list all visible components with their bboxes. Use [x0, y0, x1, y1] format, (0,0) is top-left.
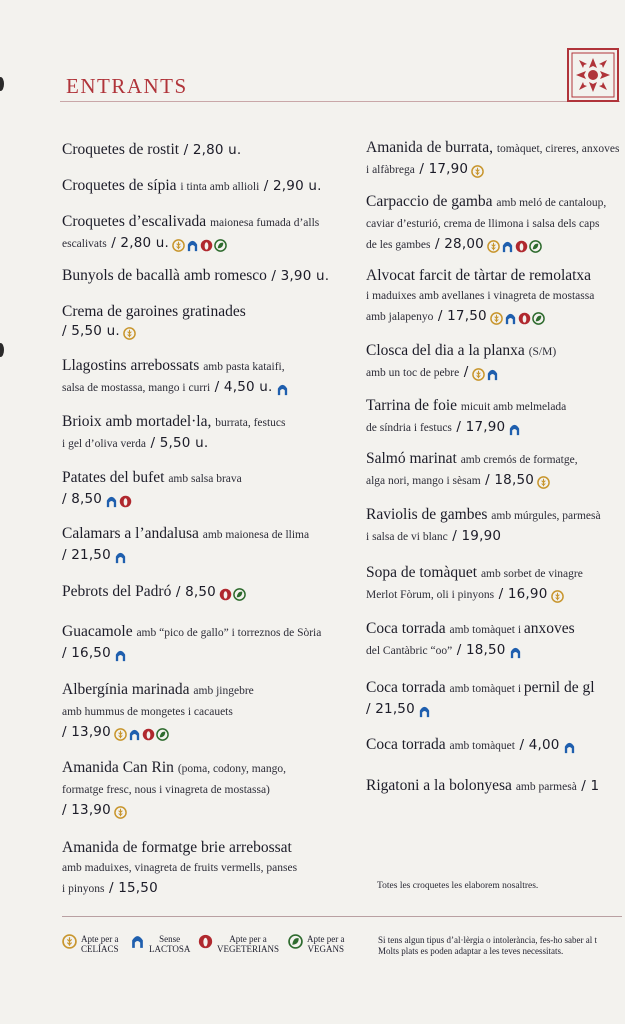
legend-label-line: Apte per a: [81, 934, 119, 944]
legend-label-line: Apte per a: [307, 934, 345, 944]
dish-description: amb hummus de mongetes i cacauets: [62, 706, 233, 718]
dish-description: alga nori, mango i sèsam: [366, 475, 481, 487]
lactose-free-icon: [128, 728, 141, 741]
gluten-free-icon: [123, 327, 136, 340]
dish-price: /: [459, 364, 469, 380]
allergen-icons: [219, 584, 247, 603]
allergen-icons: [509, 642, 523, 661]
dish-name: Bunyols de bacallà amb romesco: [62, 267, 267, 284]
binder-hole-mark: [0, 77, 4, 91]
menu-item-line: [366, 417, 625, 438]
vegetarian-icon: [198, 934, 213, 949]
menu-item: [366, 138, 625, 180]
legend-entry: [130, 934, 190, 954]
dish-price: / 13,90: [62, 724, 111, 740]
dish-description: i salsa de vi blanc: [366, 531, 448, 543]
allergen-icons: [472, 364, 500, 383]
croquetes-footnote: Totes les croquetes les elaborem nosaltres.: [377, 881, 539, 891]
dish-description: amb tomàquet: [449, 740, 515, 752]
vegan-icon: [529, 240, 542, 253]
menu-item-line: [62, 412, 352, 433]
legend-label-line: VEGETERIANS: [217, 944, 279, 954]
legend-label-line: LACTOSA: [149, 944, 191, 954]
menu-item-line: [62, 701, 352, 722]
legend-entry: [62, 934, 119, 954]
vegan-icon: [288, 934, 303, 949]
dish-price: / 2,80 u.: [179, 142, 242, 158]
menu-item: [366, 192, 625, 255]
allergy-note: [378, 935, 625, 957]
section-title: ENTRANTS: [66, 74, 188, 98]
restaurant-logo: [567, 48, 619, 102]
menu-item-line: [366, 341, 625, 362]
menu-item: [62, 622, 352, 664]
menu-item-line: [366, 776, 625, 797]
dish-description: amb jingebre: [193, 685, 254, 697]
dish-description: de síndria i festucs: [366, 422, 452, 434]
dish-name: Pebrots del Padró: [62, 583, 172, 600]
menu-item-line: [366, 266, 625, 285]
dish-price: / 19,90: [447, 528, 502, 544]
dish-name: Alvocat farcit de tàrtar de remolatxa: [366, 267, 592, 284]
menu-item-line: [366, 213, 625, 234]
dish-description: amb pasta kataifi,: [203, 361, 285, 373]
allergen-icons: [490, 308, 546, 327]
dish-price: / 18,50: [452, 642, 506, 658]
allergen-icons: [508, 419, 522, 438]
menu-item-line: [366, 470, 625, 491]
menu-item: [62, 356, 352, 398]
allergen-icons: [487, 236, 543, 255]
legend-label: [217, 934, 279, 954]
dish-description: i gel d’oliva verda: [62, 438, 146, 450]
menu-item-line: [62, 233, 352, 254]
dish-description: tomàquet, cireres, anxoves: [496, 143, 620, 155]
menu-item: [62, 302, 352, 342]
gluten-free-icon: [472, 368, 485, 381]
dish-price: / 16,90: [494, 586, 548, 602]
dish-name: Amanida de formatge brie arrebossat: [62, 839, 292, 856]
lactose-free-icon: [504, 312, 517, 325]
legend-label: [81, 934, 119, 954]
menu-item: [62, 468, 352, 510]
menu-item-line: [62, 545, 352, 566]
menu-item: [62, 758, 352, 821]
dish-description: formatge fresc, nous i vinagreta de mostassa): [62, 784, 270, 796]
dish-name: Raviolis de gambes: [366, 506, 492, 523]
menu-item-line: [366, 306, 625, 327]
dish-price: / 28,00: [430, 236, 484, 252]
legend-label-line: Apte per a: [229, 934, 267, 944]
menu-item-line: [62, 622, 352, 643]
menu-item-line: [62, 489, 352, 510]
dish-name: Calamars a l’andalusa: [62, 525, 203, 542]
dish-price: / 8,50: [171, 584, 216, 600]
allergen-icons: [471, 161, 485, 180]
allergen-icons: [537, 472, 551, 491]
dish-description: Merlot Fòrum, oli i pinyons: [366, 589, 495, 601]
menu-item-line: [62, 680, 352, 701]
dish-name: Croquetes d’escalivada: [62, 213, 211, 230]
lactose-free-icon: [501, 240, 514, 253]
menu-item-line: [366, 159, 625, 180]
menu-item-line: [366, 735, 625, 756]
dish-description: amb maionesa de llima: [202, 529, 310, 541]
lactose-free-icon: [105, 495, 118, 508]
dish-price: / 8,50: [62, 491, 103, 507]
dish-description: amb un toc de pebre: [366, 367, 460, 379]
gluten-free-icon: [114, 728, 127, 741]
dish-description: amb tomàquet i: [449, 624, 524, 636]
menu-item-line: [62, 722, 352, 743]
menu-item-line: [62, 302, 352, 321]
menu-item-line: [62, 212, 352, 233]
menu-item: [366, 563, 625, 605]
dish-name: Coca torrada: [366, 679, 450, 696]
allergen-icons: [105, 491, 133, 510]
dish-description: de les gambes: [366, 239, 431, 251]
menu-item-line: [366, 449, 625, 470]
dish-name: Coca torrada: [366, 620, 450, 637]
allergen-icons: [123, 323, 137, 342]
menu-item-line: [366, 678, 625, 699]
menu-item: [62, 140, 352, 160]
dish-description: amb “pico de gallo” i torreznos de Sòria: [136, 627, 322, 639]
menu-item: [62, 838, 352, 899]
dish-description: amb maduixes, vinagreta de fruits vermells, panses: [62, 862, 298, 874]
lactose-free-icon: [186, 239, 199, 252]
gluten-free-icon: [172, 239, 185, 252]
menu-item-line: [62, 377, 352, 398]
dish-price: / 17,50: [433, 308, 487, 324]
dish-name: Closca del dia a la planxa: [366, 342, 529, 359]
dish-name: Guacamole: [62, 623, 137, 640]
menu-item-line: [366, 563, 625, 584]
dish-price: / 18,50: [480, 472, 535, 488]
menu-item-line: [366, 619, 625, 640]
menu-item-line: [62, 878, 352, 899]
legend-label: [149, 934, 190, 954]
dish-description: amb múrgules, parmesà: [491, 510, 601, 522]
dish-name: Carpaccio de gamba: [366, 193, 497, 210]
allergen-icons: [172, 235, 228, 254]
menu-item-line: [62, 800, 352, 821]
dish-price: / 17,90: [451, 419, 506, 435]
lactose-free-icon: [486, 368, 499, 381]
menu-item-line: [366, 526, 625, 547]
dish-description: (S/M): [528, 346, 557, 358]
dish-price: / 5,50 u.: [145, 435, 209, 451]
dish-price: / 4,00: [514, 737, 560, 753]
menu-item-line: [62, 838, 352, 857]
dish-name: Amanida Can Rin: [62, 759, 178, 776]
dish-price: / 13,90: [62, 802, 111, 818]
allergy-note-line: Molts plats es poden adaptar a les teves necessitats.: [378, 946, 564, 956]
menu-item: [366, 341, 625, 383]
gluten-free-icon: [537, 476, 550, 489]
title-divider: [60, 101, 620, 102]
dish-description: amb cremós de formatge,: [460, 454, 578, 466]
dish-price: / 5,50 u.: [62, 323, 120, 339]
lactose-free-icon: [509, 646, 522, 659]
dish-description: amb sorbet de vinagre: [480, 568, 583, 580]
dish-description: amb parmesà: [515, 781, 577, 793]
dish-description: maionesa fumada d’alls: [210, 217, 320, 229]
gluten-free-icon: [551, 590, 564, 603]
gluten-free-icon: [62, 934, 77, 949]
lactose-free-icon: [114, 649, 127, 662]
dish-description: i alfàbrega: [366, 164, 415, 176]
lactose-free-icon: [114, 551, 127, 564]
allergen-icons: [563, 737, 577, 756]
dish-description: del Cantàbric “oo”: [366, 645, 453, 657]
menu-item-line: [366, 362, 625, 383]
dish-name: Albergínia marinada: [62, 681, 194, 698]
menu-item: [366, 678, 625, 720]
menu-item: [366, 505, 625, 547]
dish-price: / 2,90 u.: [259, 178, 322, 194]
binder-hole-mark: [0, 343, 4, 357]
dish-name: anxoves: [523, 620, 575, 637]
allergen-icons: [114, 802, 128, 821]
dish-name: Crema de garoines gratinades: [62, 303, 246, 320]
vegan-icon: [233, 588, 246, 601]
dish-price: / 4,50 u.: [210, 379, 273, 395]
dish-description: burrata, festucs: [215, 417, 286, 429]
dish-name: Croquetes de sípia: [62, 177, 181, 194]
dish-description: i tinta amb allioli: [180, 181, 260, 193]
menu-item-line: [366, 138, 625, 159]
menu-item-line: [62, 857, 352, 878]
menu-item-line: [366, 699, 625, 720]
menu-item-line: [366, 192, 625, 213]
dish-description: i maduixes amb avellanes i vinagreta de mostassa: [366, 290, 595, 302]
dish-description: micuit amb melmelada: [460, 401, 567, 413]
menu-item-line: [366, 640, 625, 661]
menu-item-line: [366, 234, 625, 255]
dish-description: amb meló de cantaloup,: [496, 197, 607, 209]
allergen-icons: [114, 547, 128, 566]
dish-name: Coca torrada: [366, 736, 450, 753]
menu-item: [62, 524, 352, 566]
vegan-icon: [214, 239, 227, 252]
menu-item: [366, 396, 625, 438]
menu-item-line: [62, 266, 352, 286]
dish-description: caviar d’esturió, crema de llimona i salsa dels caps: [366, 218, 600, 230]
footer-divider: [62, 916, 622, 917]
menu-item: [62, 176, 352, 197]
dish-name: Brioix amb mortadel·la,: [62, 413, 216, 430]
allergen-icons: [114, 724, 170, 743]
menu-item-line: [62, 758, 352, 779]
menu-item: [366, 735, 625, 756]
vegan-icon: [532, 312, 545, 325]
dish-price: / 3,90 u.: [266, 268, 330, 284]
menu-item-line: [366, 505, 625, 526]
menu-item-line: [366, 285, 625, 306]
menu-item-line: [62, 643, 352, 664]
menu-item-line: [366, 396, 625, 417]
vegetarian-icon: [219, 588, 232, 601]
lactose-free-icon: [130, 934, 145, 949]
allergen-icons: [114, 645, 128, 664]
dish-price: / 21,50: [366, 701, 415, 717]
vegetarian-icon: [119, 495, 132, 508]
lactose-free-icon: [276, 383, 289, 396]
dish-price: / 21,50: [62, 547, 111, 563]
vegetarian-icon: [200, 239, 213, 252]
dish-name: Sopa de tomàquet: [366, 564, 481, 581]
menu-item: [62, 266, 352, 286]
dish-name: Patates del bufet: [62, 469, 169, 486]
menu-item: [366, 619, 625, 661]
dish-name: Tarrina de foie: [366, 397, 461, 414]
menu-item: [62, 680, 352, 743]
legend-label-line: VEGANS: [307, 944, 344, 954]
menu-item-line: [62, 524, 352, 545]
lactose-free-icon: [563, 741, 576, 754]
dish-name: Llagostins arrebossats: [62, 357, 204, 374]
legend-entry: [288, 934, 344, 954]
dish-name: Amanida de burrata,: [366, 139, 497, 156]
menu-item-line: [62, 356, 352, 377]
menu-item: [62, 212, 352, 254]
vegetarian-icon: [515, 240, 528, 253]
legend-label-line: CELÍACS: [81, 944, 119, 954]
legend-label-line: Sense: [159, 934, 181, 944]
menu-item: [62, 582, 352, 603]
legend-label: [307, 934, 344, 954]
menu-item: [62, 412, 352, 454]
dish-name: pernil de gl: [523, 679, 595, 696]
dish-description: escalivats: [62, 238, 107, 250]
vegetarian-icon: [518, 312, 531, 325]
dish-name: Croquetes de rostit: [62, 141, 180, 158]
dish-price: / 2,80 u.: [106, 235, 170, 251]
menu-item-line: [62, 321, 352, 342]
menu-item: [366, 449, 625, 491]
allergen-icons: [276, 379, 290, 398]
gluten-free-icon: [471, 165, 484, 178]
allergen-icons: [551, 586, 565, 605]
dish-description: amb salsa brava: [168, 473, 242, 485]
menu-item-line: [62, 582, 352, 603]
dish-description: amb tomàquet i: [449, 683, 524, 695]
gluten-free-icon: [487, 240, 500, 253]
menu-item: [366, 266, 625, 327]
allergy-note-line: Si tens algun tipus d’al·lèrgia o intolerància, fes-ho saber al t: [378, 935, 598, 945]
menu-item-line: [62, 433, 352, 454]
vegetarian-icon: [142, 728, 155, 741]
menu-item: [366, 776, 625, 797]
dish-price: / 1: [576, 778, 600, 794]
dish-price: / 17,90: [414, 161, 469, 177]
dish-name: Rigatoni a la bolonyesa: [366, 777, 516, 794]
dish-price: / 16,50: [62, 645, 111, 661]
menu-item-line: [366, 584, 625, 605]
menu-item-line: [62, 140, 352, 160]
gluten-free-icon: [114, 806, 127, 819]
dish-description: (poma, codony, mango,: [177, 763, 286, 775]
allergen-icons: [418, 701, 432, 720]
dish-price: / 15,50: [104, 880, 158, 896]
lactose-free-icon: [508, 423, 521, 436]
legend-entry: [198, 934, 279, 954]
gluten-free-icon: [490, 312, 503, 325]
dish-description: i pinyons: [62, 883, 105, 895]
vegan-icon: [156, 728, 169, 741]
menu-item-line: [62, 176, 352, 197]
menu-item-line: [62, 468, 352, 489]
lactose-free-icon: [418, 705, 431, 718]
menu-item-line: [62, 779, 352, 800]
dish-description: amb jalapenyo: [366, 311, 434, 323]
dish-description: salsa de mostassa, mango i curri: [62, 382, 211, 394]
dish-name: Salmó marinat: [366, 450, 461, 467]
